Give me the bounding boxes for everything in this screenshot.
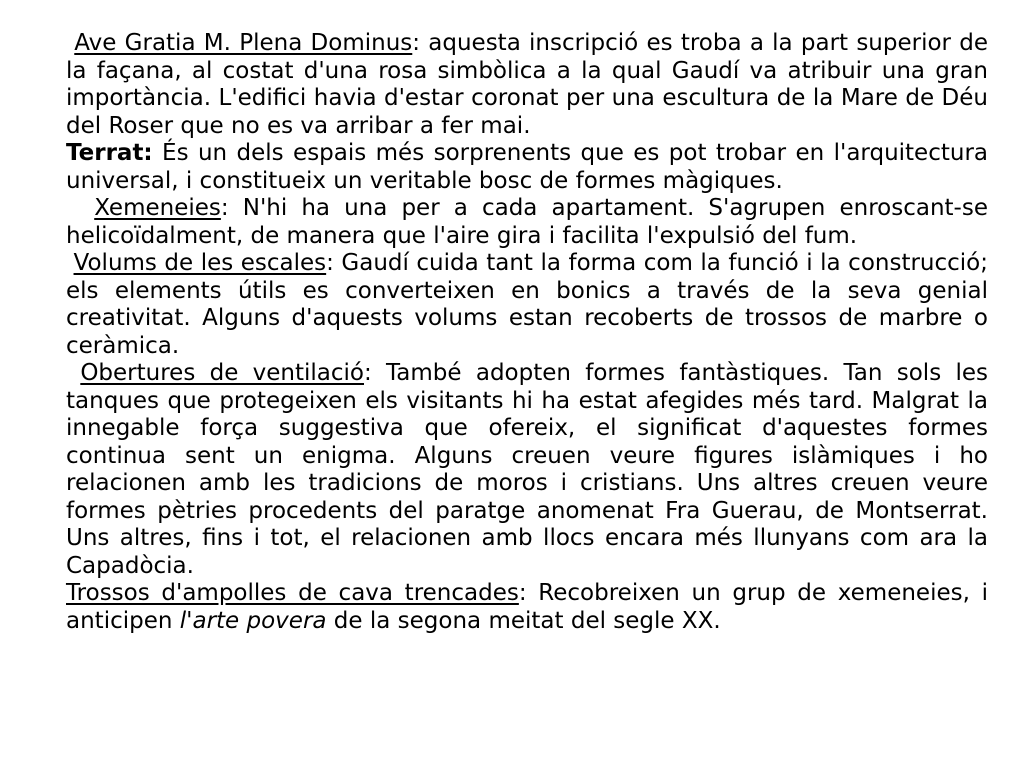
- text-terrat: És un dels espais més sorprenents que es pot trobar en l'arquitectura universal, i constitueix un veritable bosc de formes màgiques.: [66, 140, 988, 194]
- term-terrat: Terrat:: [66, 140, 153, 166]
- text-trossos-before: : Recobreixen un grup de xemeneies, i anticipen: [66, 580, 988, 634]
- term-ave-gratia: Ave Gratia M. Plena Dominus: [74, 30, 413, 56]
- term-xemeneies: Xemeneies: [94, 195, 221, 221]
- paragraph-obertures: [66, 360, 988, 580]
- term-volums: Volums de les escales: [73, 250, 327, 276]
- paragraph-volums: [66, 250, 988, 360]
- text-trossos-after: de la segona meitat del segle XX.: [326, 607, 721, 634]
- paragraph-trossos: [66, 580, 988, 635]
- document-page: [66, 30, 988, 635]
- text-xemeneies: : N'hi ha una per a cada apartament. S'agrupen enroscant-se helicoïdalment, de manera que l'aire gira i facilita l'expulsió del fum.: [66, 195, 988, 249]
- paragraph-terrat: [66, 140, 988, 195]
- text-volums: : Gaudí cuida tant la forma com la funció i la construcció; els elements útils es converteixen en bonics a través de la seva genial creativitat. Alguns d'aquests volums estan recoberts de trossos de marbre o ceràmica.: [66, 250, 988, 359]
- text-ave-gratia: : aquesta inscripció es troba a la part superior de la façana, al costat d'una rosa simbòlica a la qual Gaudí va atribuir una gran importància. L'edifici havia d'estar coronat per una escultura de la Mare de Déu del Roser que no es va arribar a fer mai.: [66, 30, 989, 139]
- text-obertures: : També adopten formes fantàstiques. Tan sols les tanques que protegeixen els visitants hi ha estat afegides més tard. Malgrat la innegable força suggestiva que ofereix, el significat d'aquestes formes continua sent un enigma. Alguns creuen veure figures islàmiques i ho relacionen amb les tradicions de moros i cristians. Uns altres creuen veure formes pètries procedents del paratge anomenat Fra Guerau, de Montserrat. Uns altres, fins i tot, el relacionen amb llocs encara més llunyans com ara la Capadòcia.: [66, 360, 989, 579]
- term-trossos: Trossos d'ampolles de cava trencades: [66, 580, 519, 606]
- text-arte-povera: l'arte povera: [179, 607, 327, 634]
- paragraph-xemeneies: [66, 195, 988, 250]
- paragraph-ave-gratia: [66, 30, 988, 140]
- term-obertures: Obertures de ventilació: [80, 360, 364, 386]
